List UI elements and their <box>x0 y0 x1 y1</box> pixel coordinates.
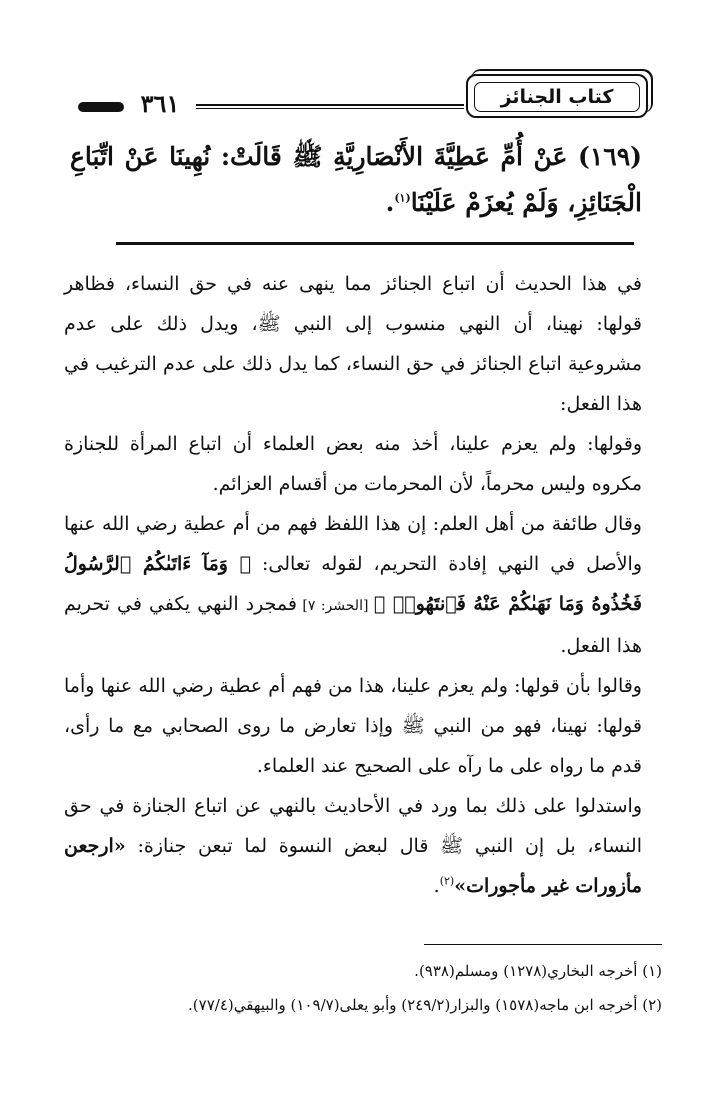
paragraph-1: في هذا الحديث أن اتباع الجنائز مما ينهى عنه في حق النساء، فظاهر قولها: نهينا، أن النهي منسوب إلى النبي ﷺ، ويدل ذلك على عدم مشروعية اتباع الجنائز في حق النساء، كما يدل ذلك على عدم الترغيب في هذا الفعل: <box>64 273 642 415</box>
footnote-ref-1: (١) <box>394 191 411 205</box>
paragraph-2: وقولها: ولم يعزم علينا، أخذ منه بعض العلماء أن اتباع المرأة للجنازة مكروه وليس محرماً، لأن المحرمات من أقسام العزائم. <box>64 433 642 495</box>
prophetic-quote: «ارجعن مأزورات غير مأجورات» <box>64 835 642 897</box>
section-divider <box>116 242 634 245</box>
footnote-divider <box>424 944 662 945</box>
paragraph-5 <box>64 786 642 906</box>
commentary <box>64 264 642 906</box>
verse-reference: [الحشر: ٧] <box>296 598 374 614</box>
footnote-1: (١) أخرجه البخاري(١٢٧٨) ومسلم(٩٣٨). <box>414 962 662 980</box>
footnote-ref-2: (٢) <box>439 874 455 888</box>
paragraph-5-end: . <box>433 875 440 897</box>
paragraph-3 <box>64 504 642 666</box>
quran-verse: ﴿ وَمَآ ءَاتَىٰكُمُ ٱلرَّسُولُ فَخُذُوهُ وَمَا نَهَىٰكُمْ عَنْهُ فَٱنتَهُوا۟ ﴾ <box>64 553 642 615</box>
paragraph-4: وقالوا بأن قولها: ولم يعزم علينا، هذا من فهم أم عطية رضي الله عنها وأما قولها: نهينا، فهو من النبي ﷺ وإذا تعارض ما روى الصحابي مع ما رأى، قدم ما رواه على ما رآه على الصحيح عند العلماء. <box>64 675 642 777</box>
footnotes <box>90 954 662 1022</box>
paragraph-3-text: وقال طائفة من أهل العلم: إن هذا اللفظ فهم من أم عطية رضي الله عنها والأصل في النهي إفادة التحريم، لقوله تعالى: <box>64 513 642 575</box>
chapter-title: كتاب الجنائز <box>474 82 640 112</box>
chapter-title-frame <box>466 74 648 118</box>
footnote-2: (٢) أخرجه ابن ماجه(١٥٧٨) والبزار(٢٤٩/٢) وأبو يعلى(١٠٩/٧) والبيهقي(٧٧/٤). <box>188 996 662 1014</box>
page-number: ٣٦١ <box>140 89 180 118</box>
paragraph-5-text: واستدلوا على ذلك بما ورد في الأحاديث بالنهي عن اتباع الجنازة في حق النساء، بل إن النبي ﷺ قال لبعض النسوة لما تبعن جنازة: <box>64 795 642 857</box>
header-ornament <box>78 102 124 112</box>
paragraph-3-end: فمجرد النهي يكفي في تحريم هذا الفعل. <box>64 593 642 657</box>
hadith-end: . <box>385 188 395 217</box>
header-rule <box>196 104 464 109</box>
hadith-body: (١٦٩) عَنْ أُمِّ عَطِيَّةَ الأَنْصَارِيَّةِ ﷺ قَالَتْ: نُهِينَا عَنْ اتِّبَاعِ الْجَنَائِزِ، وَلَمْ يُعزَمْ عَلَيْنَا <box>70 142 642 217</box>
hadith-text <box>70 134 642 226</box>
